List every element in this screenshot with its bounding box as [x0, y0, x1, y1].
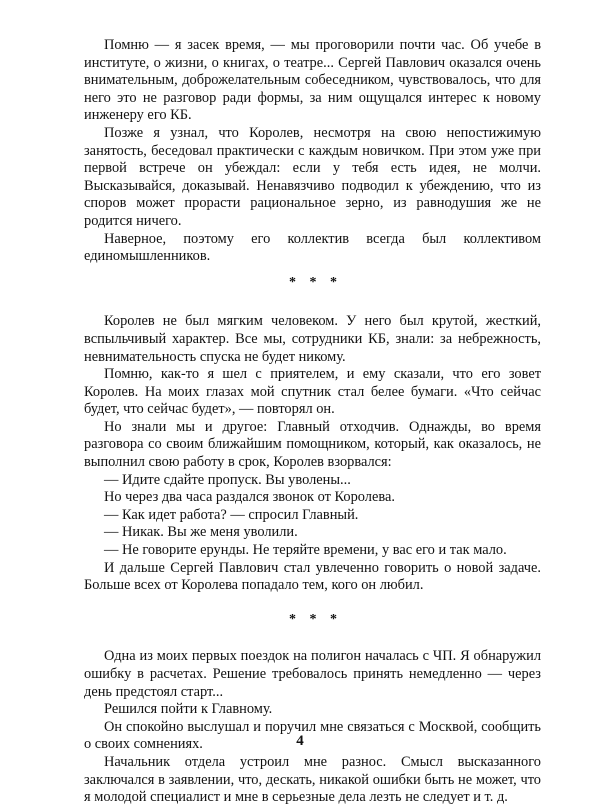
dialogue-line: — Никак. Вы же меня уволили.	[104, 524, 298, 541]
paragraph: Позже я узнал, что Королев, несмотря на свою непостижимую занятость, беседовал практически с каждым новичком. При этом уже при первой встрече он убеждал: если у тебя есть идея, не молчи. Высказывайся, доказывай. Ненавязчиво подводил к убеждению, что из споров может прорасти рациональное зерно, из равнодушия же не родится ничего.	[84, 124, 541, 229]
paragraph: Но через два часа раздался звонок от Королева.	[104, 489, 395, 506]
paragraph: Наверное, поэтому его коллектив всегда был коллективом единомышленников.	[84, 230, 541, 265]
section-separator: * * *	[289, 611, 342, 627]
dialogue-line: — Идите сдайте пропуск. Вы уволены...	[104, 471, 351, 488]
paragraph: Королев не был мягким человеком. У него был крутой, жесткий, вспыльчивый характер. Все мы, сотрудники КБ, знали: за небрежность, невнимательность спуска не будет никому.	[84, 313, 541, 365]
dialogue-line: — Как идет работа? — спросил Главный.	[104, 506, 359, 523]
paragraph: Он спокойно выслушал и поручил мне связаться с Москвой, сообщить о своих сомнениях.	[84, 718, 541, 753]
paragraph: Начальник отдела устроил мне разнос. Смысл высказанного заключался в заявлении, что, дескать, никакой ошибки быть не может, что я молодой специалист и мне в серьезные дела лезть не следует и т. д.	[84, 753, 541, 806]
paragraph: Помню — я засек время, — мы проговорили почти час. Об учебе в институте, о жизни, о книгах, о театре... Сергей Павлович оказался очень внимательным, доброжелательным собеседником, чувствовалось, что для него это не разговор ради формы, за ним ощущался интерес к новому инженеру его КБ.	[84, 37, 541, 124]
paragraph: Но знали мы и другое: Главный отходчив. Однажды, во время разговора со своим ближайшим помощником, который, как оказалось, не выполнил свою работу в срок, Королев взорвался:	[84, 418, 541, 471]
section-separator: * * *	[289, 274, 342, 290]
paragraph: И дальше Сергей Павлович стал увлеченно говорить о новой задаче. Больше всех от Королева попадало тем, кого он любил.	[84, 559, 541, 594]
page-number: 4	[296, 733, 304, 749]
body-text	[84, 37, 541, 807]
paragraph: Одна из моих первых поездок на полигон началась с ЧП. Я обнаружил ошибку в расчетах. Решение требовалось принять немедленно — через день предстоял старт...	[84, 648, 541, 700]
dialogue-line: — Не говорите ерунды. Не теряйте времени, у вас его и так мало.	[104, 542, 507, 559]
paragraph: Помню, как-то я шел с приятелем, и ему сказали, что его зовет Королев. На моих глазах мой спутник стал белее бумаги. «Что сейчас будет, что сейчас будет», — повторял он.	[84, 366, 541, 418]
paragraph: Решился пойти к Главному.	[104, 701, 273, 718]
